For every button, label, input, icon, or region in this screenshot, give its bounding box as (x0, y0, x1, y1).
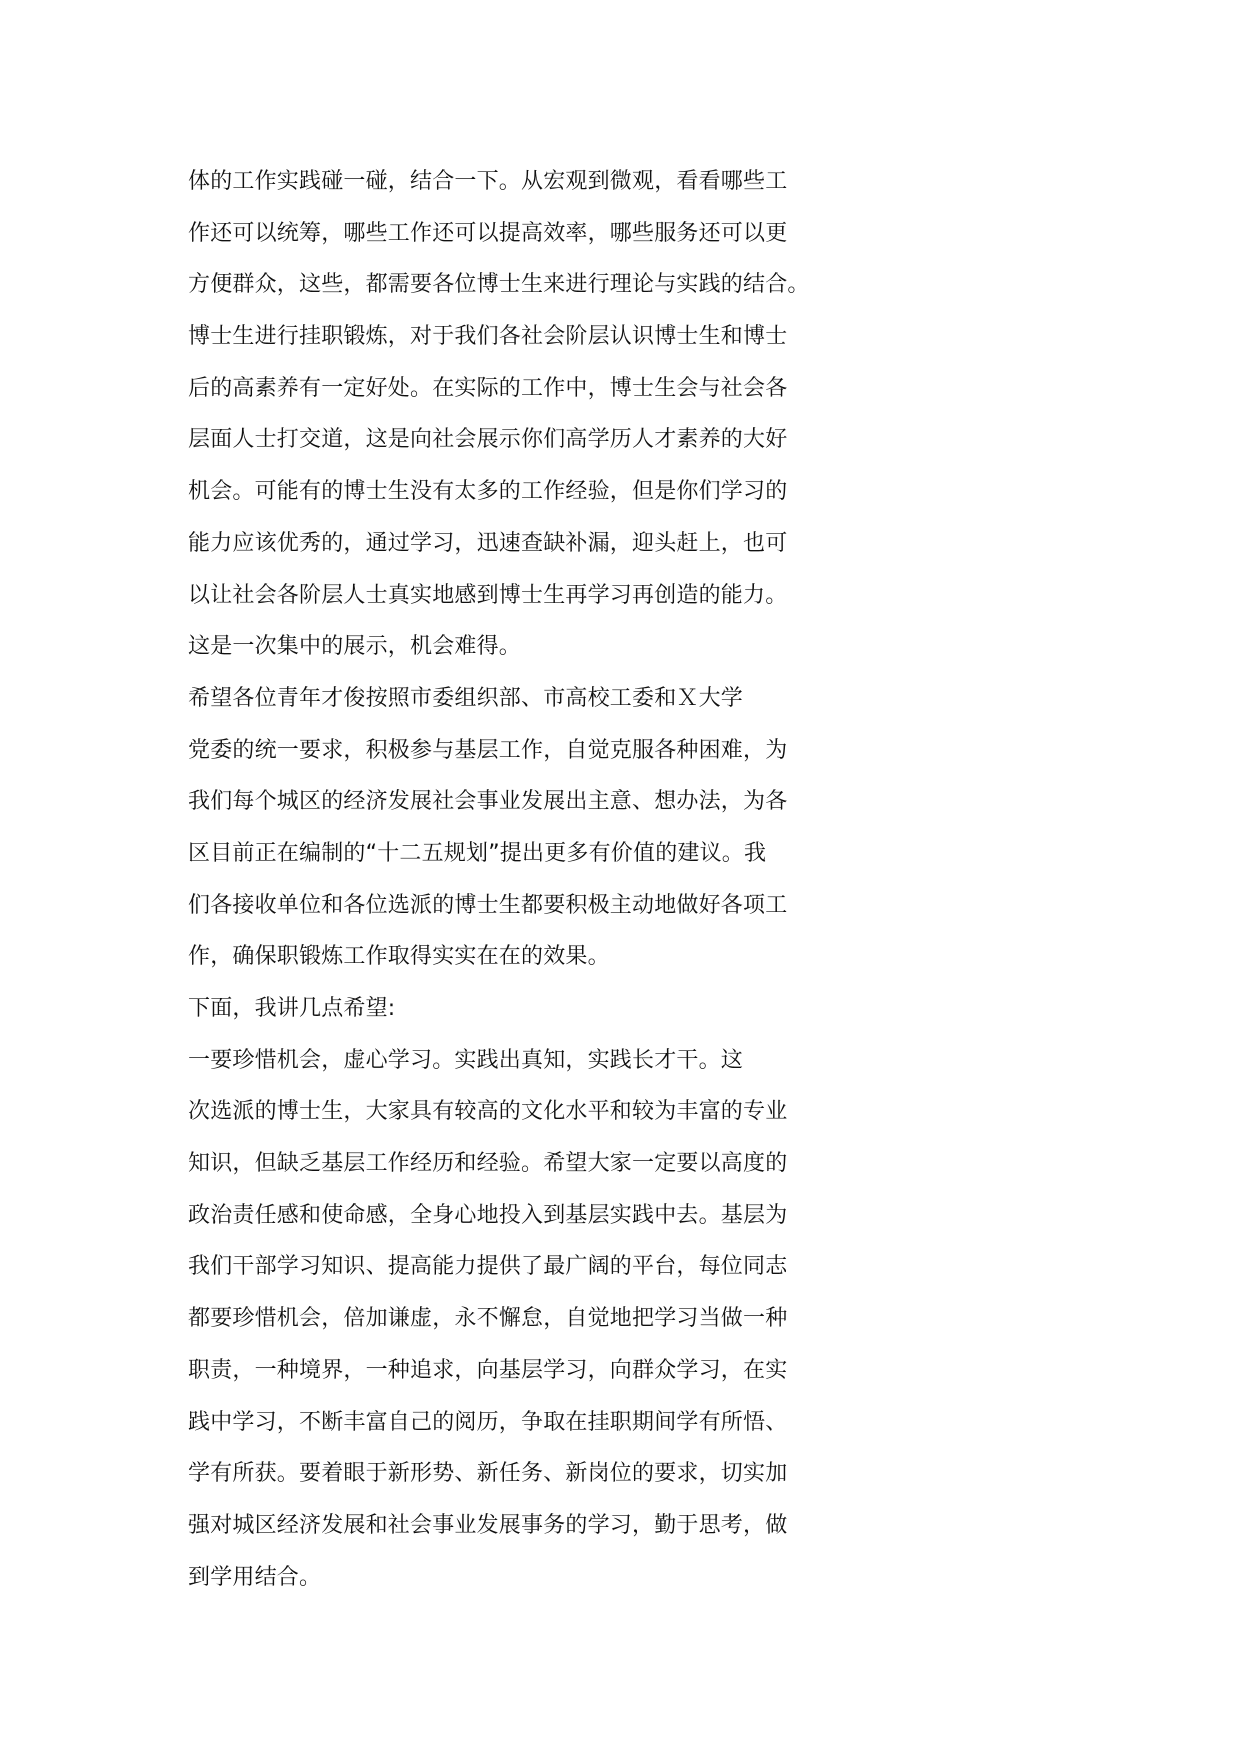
text-line: 党委的统一要求，积极参与基层工作，自觉克服各种困难，为 (188, 737, 788, 763)
text-line: 区目前正在编制的“十二五规划”提出更多有价值的建议。我 (188, 840, 767, 866)
text-line: 知识，但缺乏基层工作经历和经验。希望大家一定要以高度的 (188, 1151, 788, 1177)
text-line: 希望各位青年才俊按照市委组织部、市高校工委和Ｘ大学 (188, 685, 744, 711)
text-line: 后的高素养有一定好处。在实际的工作中，博士生会与社会各 (188, 375, 788, 401)
text-line: 到学用结合。 (188, 1564, 322, 1590)
body-text (188, 156, 808, 1603)
text-line: 能力应该优秀的，通过学习，迅速查缺补漏，迎头赶上，也可 (188, 530, 788, 556)
text-line: 作还可以统筹，哪些工作还可以提高效率，哪些服务还可以更 (188, 220, 788, 246)
text-line: 作，确保职锻炼工作取得实实在在的效果。 (188, 944, 610, 970)
text-line: 政治责任感和使命感，全身心地投入到基层实践中去。基层为 (188, 1202, 788, 1228)
text-line: 我们每个城区的经济发展社会事业发展出主意、想办法，为各 (188, 789, 788, 815)
text-line: 一要珍惜机会，虚心学习。实践出真知，实践长才干。这 (188, 1047, 744, 1073)
text-line: 方便群众，这些，都需要各位博士生来进行理论与实践的结合。 (188, 272, 810, 298)
text-line: 践中学习，不断丰富自己的阅历，争取在挂职期间学有所悟、 (188, 1409, 788, 1435)
text-line: 下面，我讲几点希望: (188, 996, 396, 1021)
text-line: 职责，一种境界，一种追求，向基层学习，向群众学习，在实 (188, 1357, 788, 1383)
text-line: 以让社会各阶层人士真实地感到博士生再学习再创造的能力。 (188, 582, 788, 608)
text-line: 次选派的博士生，大家具有较高的文化水平和较为丰富的专业 (188, 1099, 788, 1125)
text-line: 们各接收单位和各位选派的博士生都要积极主动地做好各项工 (188, 892, 788, 918)
text-line: 我们干部学习知识、提高能力提供了最广阔的平台，每位同志 (188, 1254, 788, 1280)
text-line: 博士生进行挂职锻炼，对于我们各社会阶层认识博士生和博士 (188, 324, 788, 350)
text-line: 强对城区经济发展和社会事业发展事务的学习，勤于思考，做 (188, 1512, 788, 1538)
text-line: 机会。可能有的博士生没有太多的工作经验，但是你们学习的 (188, 479, 788, 505)
text-line: 学有所获。要着眼于新形势、新任务、新岗位的要求，切实加 (188, 1461, 788, 1487)
text-line: 这是一次集中的展示，机会难得。 (188, 634, 522, 660)
text-line: 层面人士打交道，这是向社会展示你们高学历人才素养的大好 (188, 427, 788, 453)
text-line: 都要珍惜机会，倍加谦虚，永不懈怠，自觉地把学习当做一种 (188, 1306, 788, 1332)
text-line: 体的工作实践碰一碰，结合一下。从宏观到微观，看看哪些工 (188, 169, 788, 194)
